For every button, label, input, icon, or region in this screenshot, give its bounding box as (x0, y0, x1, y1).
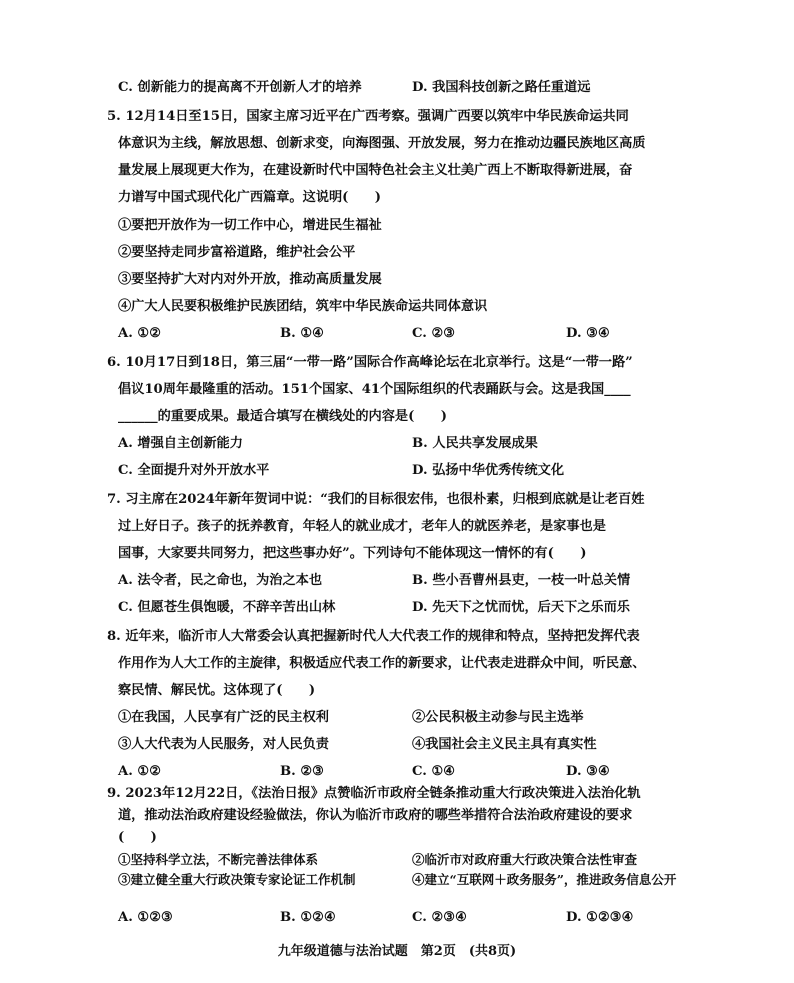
q5-item-2: ②要坚持走同步富裕道路，维护社会公平 (118, 245, 356, 260)
q7-option-a: A. 法令者，民之命也，为治之本也 (118, 573, 323, 588)
q7-option-c: C. 但愿苍生俱饱暖，不辞辛苦出山林 (118, 600, 336, 615)
q8-item-4: ④我国社会主义民主具有真实性 (412, 737, 597, 752)
q8-stem-line-2: 作用作为人大工作的主旋律，积极适应代表工作的新要求，让代表走进群众中间，听民意、 (118, 656, 646, 671)
q8-option-c: C. ①④ (412, 764, 456, 779)
q9-option-a: A. ①②③ (118, 910, 173, 925)
q9-stem-line-1: 9. 2023年12月22日，《法治日报》点赞临沂市政府全链条推动重大行政决策进入法治化轨 (107, 786, 641, 801)
q4-option-d: D. 我国科技创新之路任重道远 (412, 80, 591, 95)
q9-option-c: C. ②③④ (412, 910, 467, 925)
q8-stem-line-1: 8. 近年来，临沂市人大常委会认真把握新时代人大代表工作的规律和特点，坚持把发挥代表 (107, 629, 640, 644)
q6-stem-line-2: 倡议10周年最隆重的活动。151个国家、41个国际组织的代表踊跃与会。这是我国____ (118, 382, 631, 397)
q5-stem-line-1: 5. 12月14日至15日，国家主席习近平在广西考察。强调广西要以筑牢中华民族命运共同 (107, 109, 629, 124)
q5-stem-line-3: 量发展上展现更大作为，在建设新时代中国特色社会主义壮美广西上不断取得新进展，奋 (118, 163, 633, 178)
q6-option-a: A. 增强自主创新能力 (118, 436, 243, 451)
q9-item-4: ④建立“互联网＋政务服务”，推进政务信息公开 (412, 872, 677, 887)
q7-option-b: B. 些小吾曹州县吏，一枝一叶总关情 (412, 573, 631, 588)
q9-option-b: B. ①②④ (280, 910, 336, 925)
q8-stem-line-3: 察民情、解民忧。这体现了( ) (118, 683, 316, 698)
q5-stem-line-4: 力谱写中国式现代化广西篇章。这说明( ) (118, 190, 382, 205)
q5-item-4: ④广大人民要积极维护民族团结，筑牢中华民族命运共同体意识 (118, 299, 488, 314)
q6-stem-line-3: ______的重要成果。最适合填写在横线处的内容是( ) (118, 409, 447, 424)
q4-option-c: C. 创新能力的提高离不开创新人才的培养 (118, 80, 362, 95)
q5-option-c: C. ②③ (412, 326, 456, 341)
q7-stem-line-2: 过上好日子。孩子的抚养教育，年轻人的就业成才，老年人的就医养老，是家事也是 (118, 519, 606, 534)
q5-stem-line-2: 体意识为主线，解放思想、创新求变，向海图强、开放发展，努力在推动边疆民族地区高质 (118, 136, 646, 151)
q5-option-b: B. ①④ (280, 326, 324, 341)
q7-option-d: D. 先天下之忧而忧，后天下之乐而乐 (412, 600, 630, 615)
q9-item-2: ②临沂市对政府重大行政决策合法性审查 (412, 852, 638, 867)
q8-item-1: ①在我国，人民享有广泛的民主权利 (118, 710, 329, 725)
q8-option-a: A. ①② (118, 764, 162, 779)
q5-option-a: A. ①② (118, 326, 162, 341)
q9-stem-line-3: ( ) (118, 830, 157, 845)
q6-option-c: C. 全面提升对外开放水平 (118, 463, 270, 478)
q5-item-1: ①要把开放作为一切工作中心，增进民生福祉 (118, 218, 382, 233)
q8-item-3: ③人大代表为人民服务，对人民负责 (118, 737, 329, 752)
q7-stem-line-1: 7. 习主席在2024年新年贺词中说：“我们的目标很宏伟，也很朴素，归根到底就是让老百姓 (107, 492, 645, 507)
q6-option-b: B. 人民共享发展成果 (412, 436, 538, 451)
page-footer: 九年级道德与法治试题 第2页 (共8页) (277, 944, 517, 959)
q9-item-1: ①坚持科学立法，不断完善法律体系 (118, 852, 319, 867)
q8-option-b: B. ②③ (280, 764, 324, 779)
q5-option-d: D. ③④ (566, 326, 610, 341)
q9-option-d: D. ①②③④ (566, 910, 634, 925)
q5-item-3: ③要坚持扩大对内对外开放，推动高质量发展 (118, 272, 382, 287)
q6-option-d: D. 弘扬中华优秀传统文化 (412, 463, 565, 478)
q8-item-2: ②公民积极主动参与民主选举 (412, 710, 584, 725)
q8-option-d: D. ③④ (566, 764, 610, 779)
q7-stem-line-3: 国事，大家要共同努力，把这些事办好”。下列诗句不能体现这一情怀的有( ) (118, 546, 587, 561)
q9-item-3: ③建立健全重大行政决策专家论证工作机制 (118, 872, 356, 887)
q9-stem-line-2: 道，推动法治政府建设经验做法，你认为临沂市政府的哪些举措符合法治政府建设的要求 (118, 808, 633, 823)
q6-stem-line-1: 6. 10月17日到18日，第三届“一带一路”国际合作高峰论坛在北京举行。这是“一带一路” (107, 355, 633, 370)
